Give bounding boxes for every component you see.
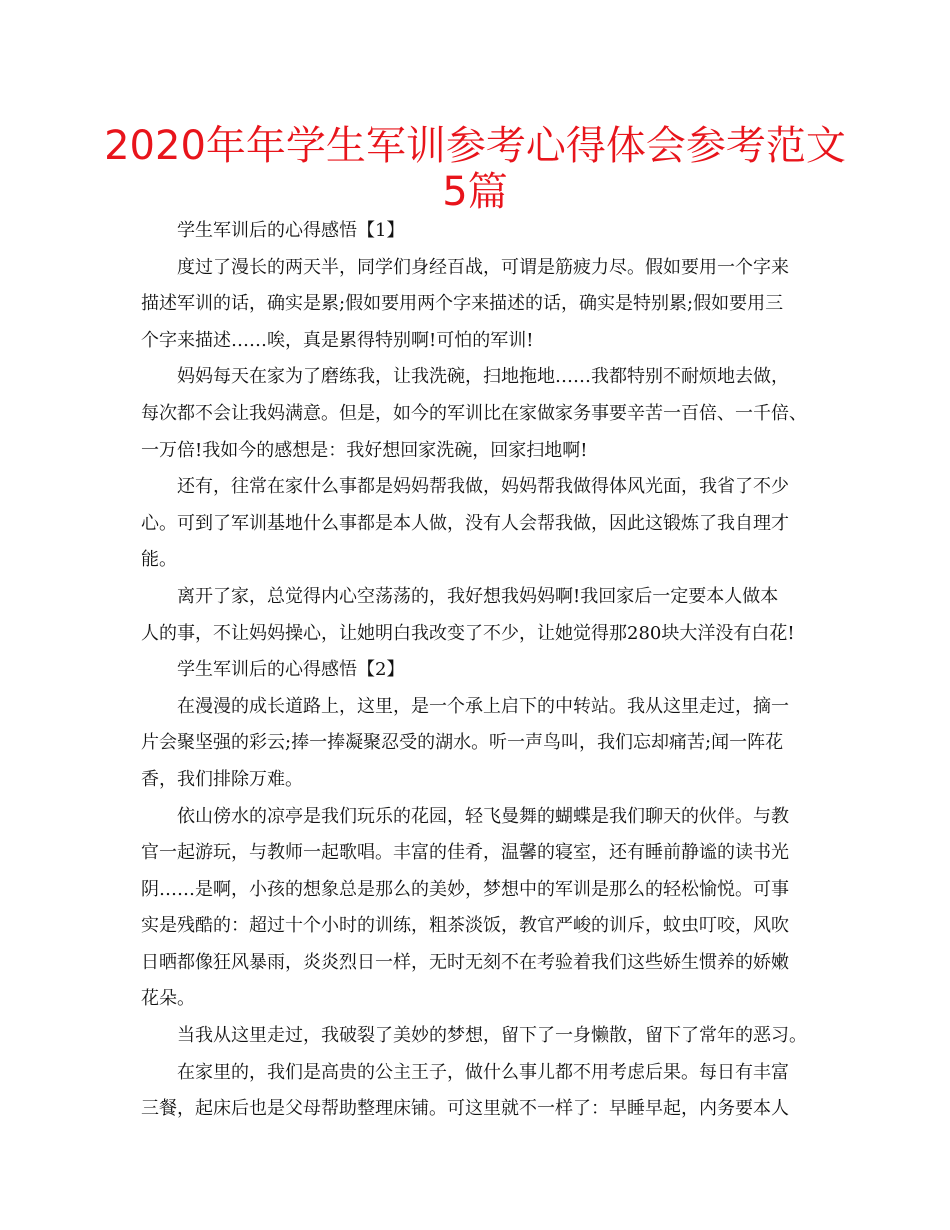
paragraph-line: 实是残酷的：超过十个小时的训练，粗茶淡饭，教官严峻的训斥，蚊虫叮咬，风吹 [141,915,789,937]
paragraph-line: 在家里的，我们是高贵的公主王子，做什么事儿都不用考虑后果。每日有丰富 [177,1061,789,1083]
paragraph-line: 每次都不会让我妈满意。但是，如今的军训比在家做家务事要辛苦一百倍、一千倍、 [141,402,807,424]
paragraph-line: 心。可到了军训基地什么事都是本人做，没有人会帮我做，因此这锻炼了我自理才 [141,512,789,534]
document-body [141,213,821,1128]
paragraph-line: 个字来描述……唉，真是累得特别啊!可怕的军训! [141,329,534,351]
paragraph-line: 描述军训的话，确实是累;假如要用两个字来描述的话，确实是特别累;假如要用三 [141,293,784,315]
paragraph-line: 依山傍水的凉亭是我们玩乐的花园，轻飞曼舞的蝴蝶是我们聊天的伙伴。与教 [177,805,789,827]
paragraph-line: 妈妈每天在家为了磨练我，让我洗碗，扫地拖地……我都特别不耐烦地去做， [177,366,789,388]
paragraph-line: 日晒都像狂风暴雨，炎炎烈日一样，无时无刻不在考验着我们这些娇生惯养的娇嫩 [141,951,789,973]
paragraph-line: 花朵。 [141,988,195,1010]
paragraph-line: 当我从这里走过，我破裂了美妙的梦想，留下了一身懒散，留下了常年的恶习。 [177,1025,807,1047]
paragraph-line: 度过了漫长的两天半，同学们身经百战，可谓是筋疲力尽。假如要用一个字来 [177,256,789,278]
section-heading-2: 学生军训后的心得感悟【2】 [177,659,405,681]
paragraph-line: 片会聚坚强的彩云;捧一捧凝聚忍受的湖水。听一声鸟叫，我们忘却痛苦;闻一阵花 [141,732,784,754]
paragraph-line: 还有，往常在家什么事都是妈妈帮我做，妈妈帮我做得体风光面，我省了不少 [177,476,789,498]
paragraph-line: 香，我们排除万难。 [141,768,303,790]
document-title-line-2: 5篇 [442,169,508,215]
document-title-line-1: 2020年年学生军训参考心得体会参考范文 [104,123,846,169]
paragraph-line: 人的事，不让妈妈操心，让她明白我改变了不少，让她觉得那280块大洋没有白花! [141,622,795,644]
paragraph-line: 三餐，起床后也是父母帮助整理床铺。可这里就不一样了：早睡早起，内务要本人 [141,1098,789,1120]
section-heading-1: 学生军训后的心得感悟【1】 [177,220,405,241]
paragraph-line: 阴……是啊，小孩的想象总是那么的美妙，梦想中的军训是那么的轻松愉悦。可事 [141,878,789,900]
paragraph-line: 在漫漫的成长道路上，这里，是一个承上启下的中转站。我从这里走过，摘一 [177,695,789,717]
paragraph-line: 一万倍!我如今的感想是：我好想回家洗碗，回家扫地啊! [141,439,588,461]
paragraph-line: 能。 [141,549,177,571]
paragraph-line: 官一起游玩，与教师一起歌唱。丰富的佳肴，温馨的寝室，还有睡前静谧的读书光 [141,842,789,864]
paragraph-line: 离开了家，总觉得内心空荡荡的，我好想我妈妈啊!我回家后一定要本人做本 [177,585,779,607]
